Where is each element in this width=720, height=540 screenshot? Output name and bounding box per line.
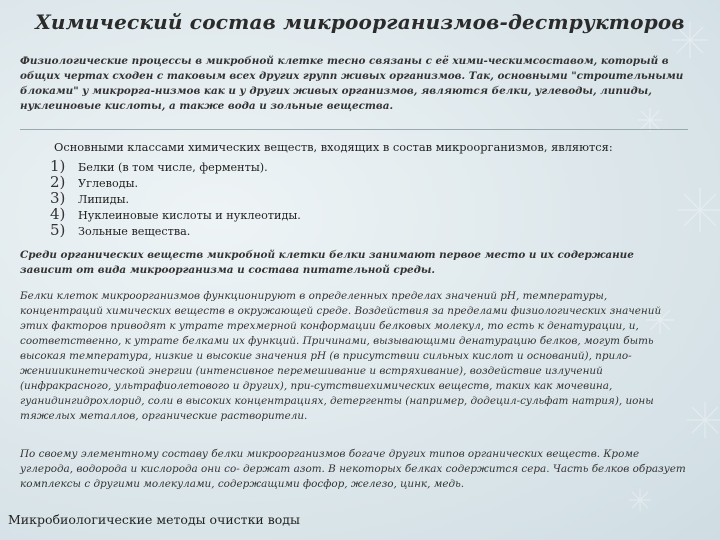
list-item — [50, 173, 674, 191]
intro-paragraph: Физиологические процессы в микробной клетке тесно связаны с её хими-ческимсоставом, который в общих чертах сходен с таковым всех других групп живых организмов. Так, основными "строительными блоками" у микрорга-низмов как и у других живых организмов, являются белки, углеводы, липиды, нуклеиновые кислоты, а также вода и зольные вещества. — [20, 55, 684, 112]
list-item-number: 4) — [50, 205, 66, 223]
list-item — [50, 205, 674, 223]
list-intro: Основными классами химических веществ, входящих в состав микроорганизмов, являются: — [54, 140, 613, 154]
list-item-text: Углеводы. — [78, 177, 139, 190]
denaturation-paragraph: Белки клеток микроорганизмов функционируют в определенных пределах значений рН, температуры, концентраций химических веществ в окружающей среде. Воздействия за пределами физиологических значений этих факторов приводят к утрате трехмерной конформации белковых молекул, то есть к денатурации, и, соответственно, к утрате белками их функций. Причинами, вызывающими денатурацию белков, могут быть высокая температура, низкие и высокие значения рН (в присутствии сильных кислот и оснований), прило-женииикинетической энергии (интенсивное перемешивание и встряхивание), воздействие излучений (инфракрасного, ультрафиолетового и других), при-сутствиехимических веществ, таких как мочевина, гуанидингидрохлорид, соли в высоких концентрациях, детергенты (например, додецил-сульфат натрия), ионы тяжелых металлов, органические растворители. — [20, 290, 662, 422]
classes-list — [50, 157, 674, 239]
list-item-text: Белки (в том числе, ферменты). — [78, 161, 268, 174]
list-item-number: 3) — [50, 189, 66, 207]
list-item-text: Липиды. — [78, 193, 130, 206]
elemental-composition-paragraph: По своему элементному составу белки микроорганизмов богаче других типов органических веществ. Кроме углерода, водорода и кислорода они со- держат азот. В некоторых белках содержится сера. Часть белков образует комплексы с другими молекулами, содержащими фосфор, железо, цинк, медь. — [20, 448, 686, 490]
list-item — [50, 189, 674, 207]
proteins-summary-paragraph: Среди органических веществ микробной клетки белки занимают первое место и их содержание зависит от вида микроорганизма и состава питательной среды. — [20, 249, 634, 276]
list-item-text: Нуклеиновые кислоты и нуклеотиды. — [78, 209, 301, 222]
list-item — [50, 221, 674, 239]
footer-caption: Микробиологические методы очистки воды — [8, 512, 300, 527]
list-item-number: 2) — [50, 173, 66, 191]
classes-list-block — [50, 140, 674, 239]
list-item-number: 5) — [50, 221, 66, 239]
list-item-text: Зольные вещества. — [78, 225, 191, 238]
list-item — [50, 157, 674, 175]
slide-title: Химический состав микроорганизмов-деструкторов — [35, 10, 685, 34]
list-item-number: 1) — [50, 157, 66, 175]
divider — [20, 129, 688, 130]
